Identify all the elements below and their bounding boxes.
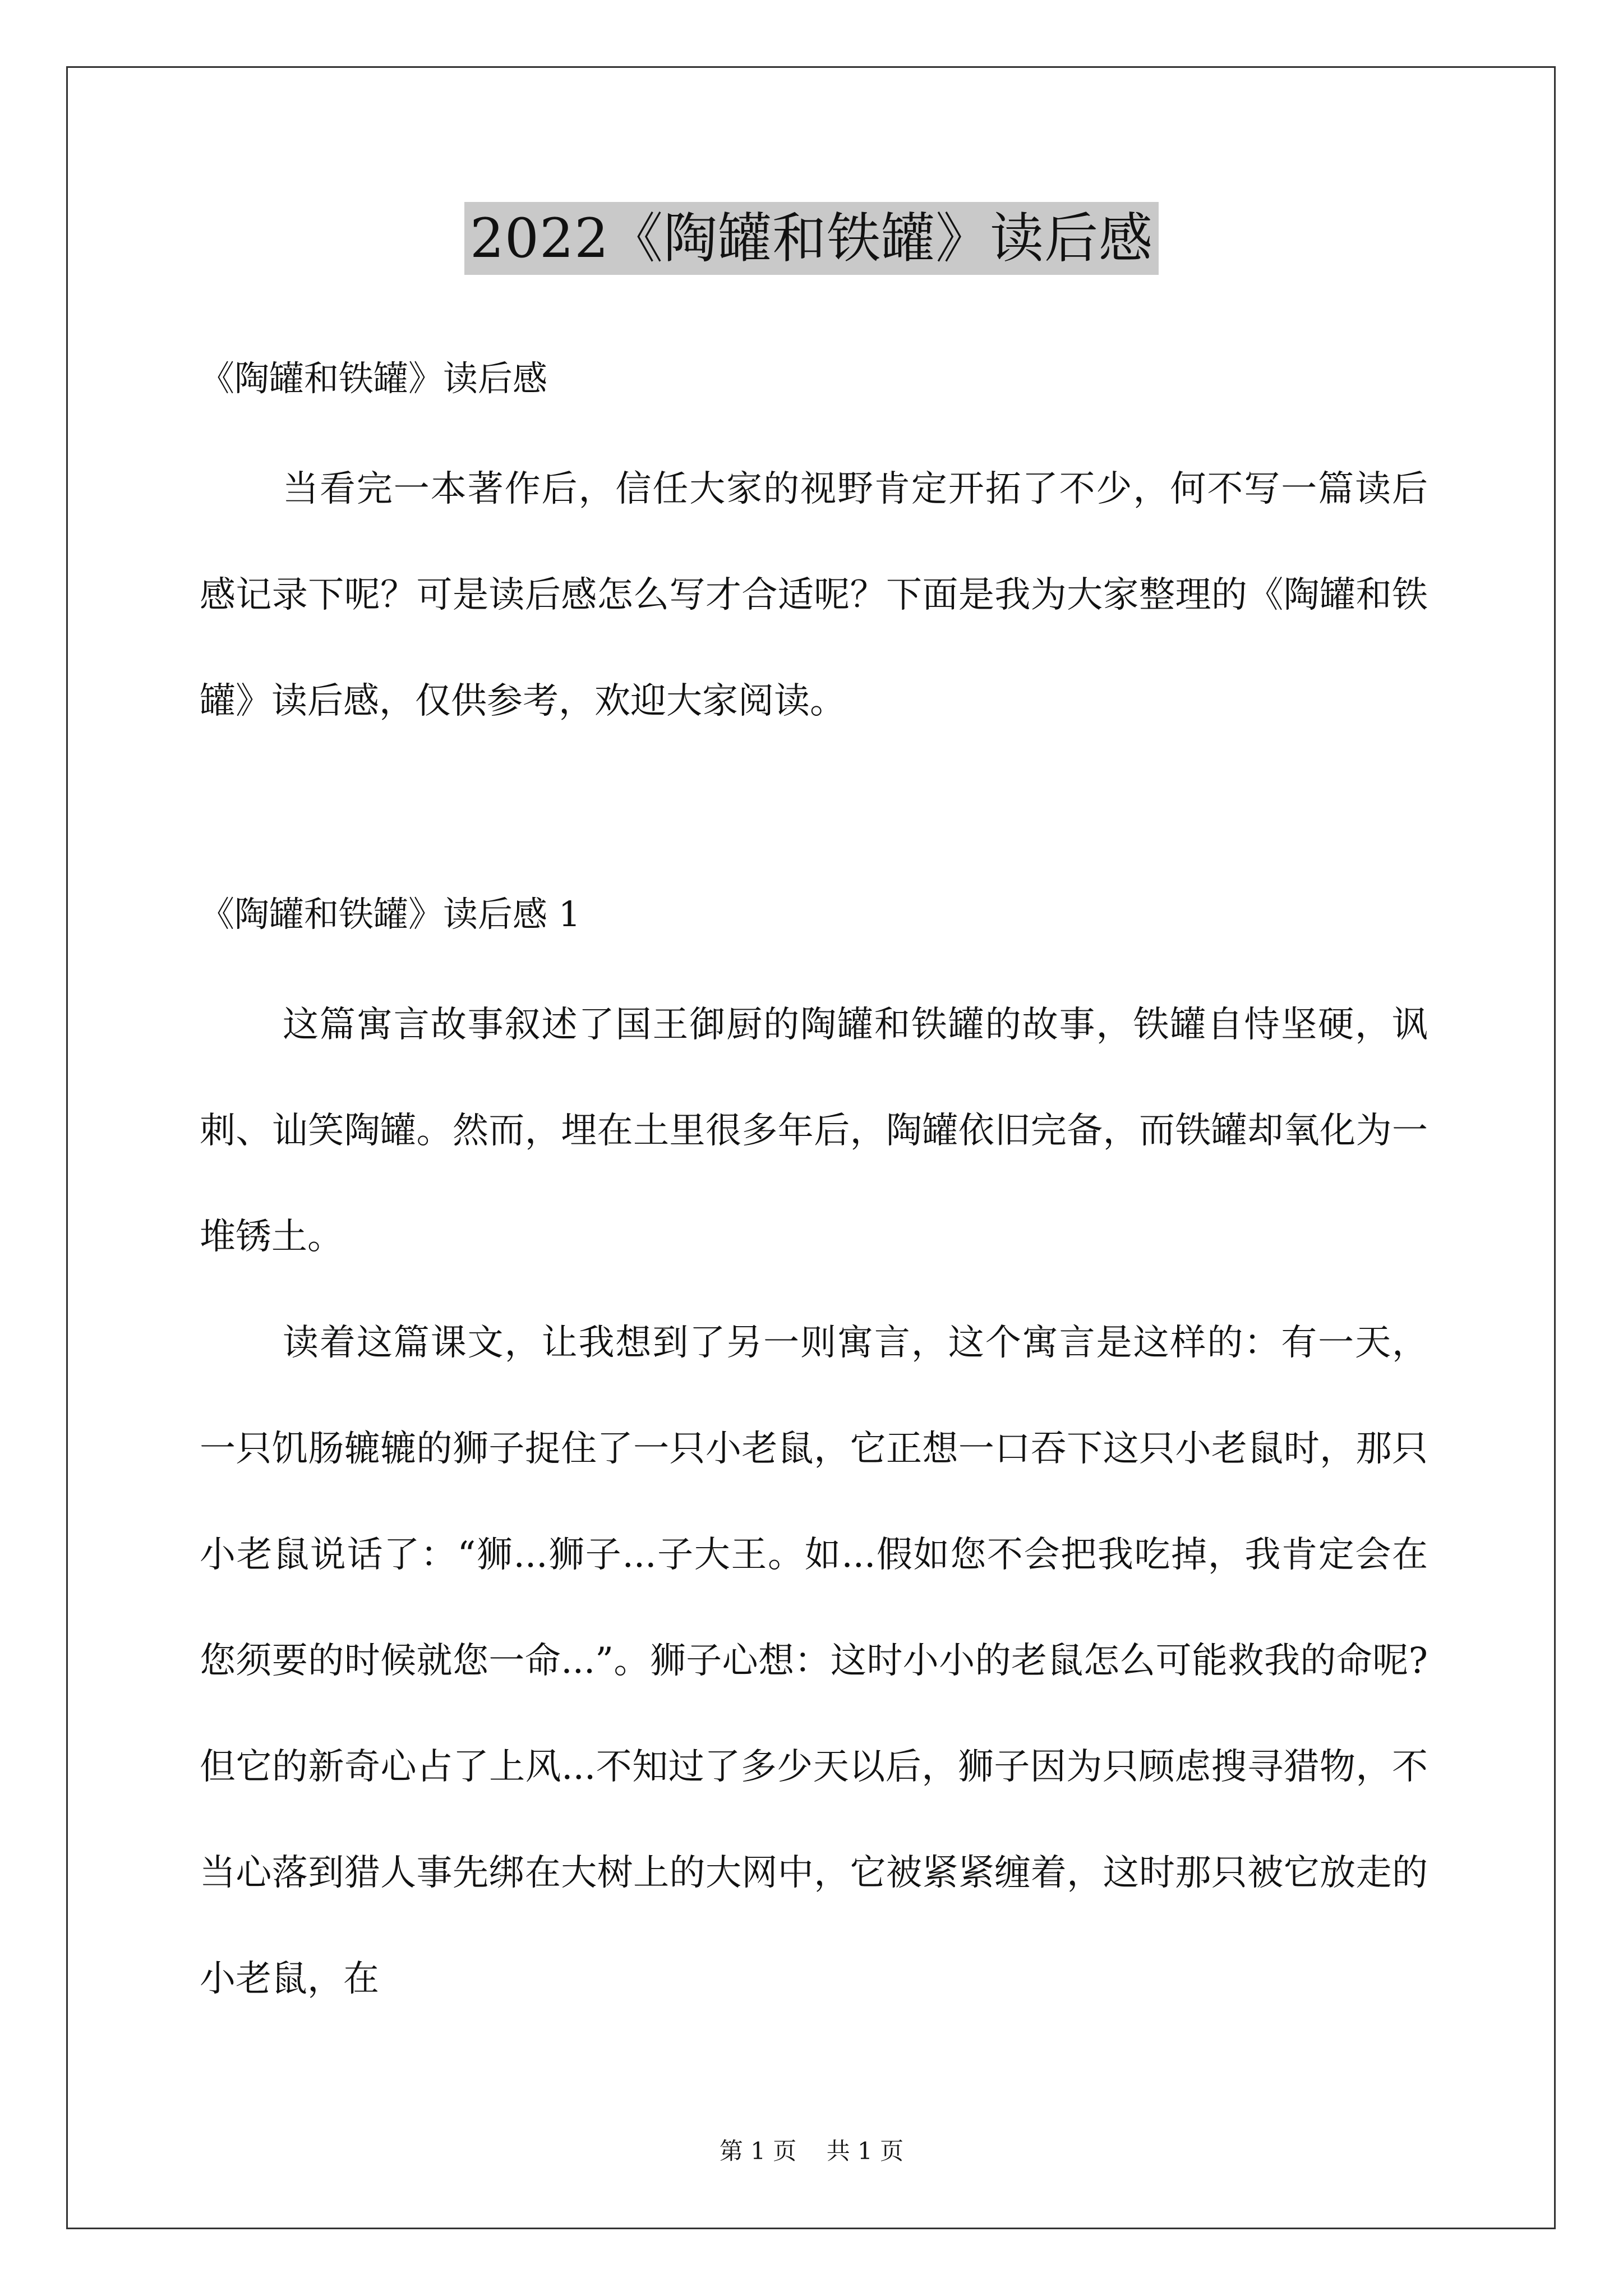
title-container [0, 202, 1623, 275]
section-heading: 《陶罐和铁罐》读后感 1 [200, 894, 581, 935]
page-footer: 第 1 页 共 1 页 [719, 2137, 904, 2165]
document-title: 2022《陶罐和铁罐》读后感 [464, 202, 1159, 275]
body-paragraph: 读着这篇课文，让我想到了另一则寓言，这个寓言是这样的：有一天，一只饥肠辘辘的狮子捉住了一只小老鼠，它正想一口吞下这只小老鼠时，那只小老鼠说话了：“狮...狮子...子大王。如...假如您不会把我吃掉，我肯定会在您须要的时候就您一命...”。狮子心想：这时小小的老鼠怎么可能救我的命呢?但它的新奇心占了上风...不知过了多少天以后，狮子因为只顾虑搜寻猎物，不当心落到猎人事先绑在大树上的大网中，它被紧紧缠着，这时那只被它放走的小老鼠，在 [200, 1322, 1428, 2000]
body-paragraph: 这篇寓言故事叙述了国王御厨的陶罐和铁罐的故事，铁罐自恃坚硬，讽刺、讪笑陶罐。然而，埋在土里很多年后，陶罐依旧完备，而铁罐却氧化为一堆锈土。 [200, 1004, 1428, 1258]
document-subtitle: 《陶罐和铁罐》读后感 [200, 358, 548, 399]
intro-paragraph: 当看完一本著作后，信任大家的视野肯定开拓了不少，何不写一篇读后感记录下呢？可是读后感怎么写才合适呢？下面是我为大家整理的《陶罐和铁罐》读后感，仅供参考，欢迎大家阅读。 [200, 468, 1428, 722]
